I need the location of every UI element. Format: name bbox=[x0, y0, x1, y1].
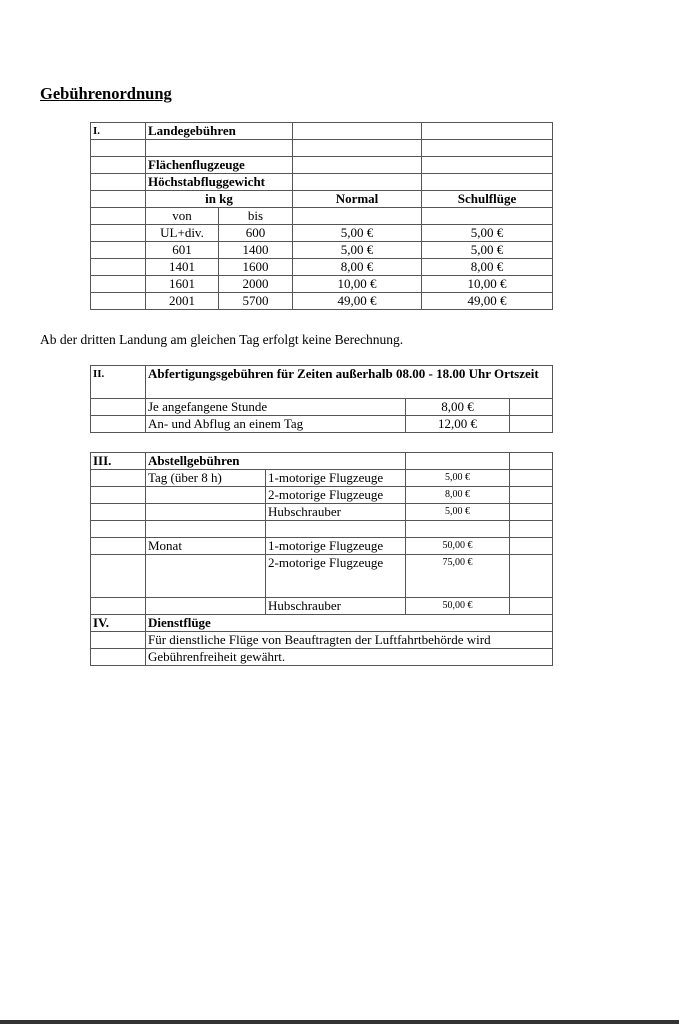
table-row bbox=[91, 140, 553, 157]
price-normal: 8,00 € bbox=[293, 259, 422, 276]
weight-to: 600 bbox=[219, 225, 293, 242]
table-row bbox=[91, 504, 553, 521]
section-number: III. bbox=[91, 453, 146, 470]
abfertigungsgebuehren-table bbox=[90, 365, 553, 433]
weight-from: 1401 bbox=[146, 259, 219, 276]
table-row bbox=[91, 242, 553, 259]
weight-from: UL+div. bbox=[146, 225, 219, 242]
fee-price: 75,00 € bbox=[406, 555, 510, 598]
aircraft-label: Hubschrauber bbox=[266, 598, 406, 615]
aircraft-label: Hubschrauber bbox=[266, 504, 406, 521]
weight-from: 1601 bbox=[146, 276, 219, 293]
price-normal: 5,00 € bbox=[293, 242, 422, 259]
table-row bbox=[91, 538, 553, 555]
table-row bbox=[91, 487, 553, 504]
aircraft-label: 1-motorige Flugzeuge bbox=[266, 470, 406, 487]
table-row bbox=[91, 366, 553, 399]
period-label-tag: Tag (über 8 h) bbox=[146, 470, 266, 487]
column-header-von: von bbox=[146, 208, 219, 225]
aircraft-type-label: Flächenflugzeuge bbox=[146, 157, 293, 174]
section-number: IV. bbox=[91, 615, 146, 632]
price-normal: 49,00 € bbox=[293, 293, 422, 310]
table-row bbox=[91, 225, 553, 242]
table-row bbox=[91, 615, 553, 632]
table-row bbox=[91, 293, 553, 310]
table-row bbox=[91, 259, 553, 276]
dienstfluege-text-line2: Gebührenfreiheit gewährt. bbox=[146, 649, 553, 666]
fee-price: 12,00 € bbox=[406, 416, 510, 433]
table-row bbox=[91, 123, 553, 140]
section-heading: Abfertigungsgebühren für Zeiten außerhalb 08.00 - 18.00 Uhr Ortszeit bbox=[146, 366, 553, 399]
section-heading: Landegebühren bbox=[146, 123, 293, 140]
table-row bbox=[91, 555, 553, 598]
column-header-normal: Normal bbox=[293, 191, 422, 208]
aircraft-label: 2-motorige Flugzeuge bbox=[266, 487, 406, 504]
table-row bbox=[91, 157, 553, 174]
weight-to: 2000 bbox=[219, 276, 293, 293]
table-row bbox=[91, 191, 553, 208]
weight-to: 1600 bbox=[219, 259, 293, 276]
page-title: Gebührenordnung bbox=[40, 84, 172, 103]
weight-to: 1400 bbox=[219, 242, 293, 259]
abstellgebuehren-table bbox=[90, 452, 553, 666]
landing-note: Ab der dritten Landung am gleichen Tag erfolgt keine Berechnung. bbox=[40, 332, 404, 347]
column-header-schulfluege: Schulflüge bbox=[422, 191, 553, 208]
section-heading: Dienstflüge bbox=[146, 615, 553, 632]
landegebuehren-table bbox=[90, 122, 553, 310]
section-number: II. bbox=[91, 366, 146, 399]
table-row bbox=[91, 399, 553, 416]
table-row bbox=[91, 453, 553, 470]
section-heading: Abstellgebühren bbox=[146, 453, 406, 470]
price-schul: 10,00 € bbox=[422, 276, 553, 293]
weight-to: 5700 bbox=[219, 293, 293, 310]
table-row bbox=[91, 276, 553, 293]
weight-label: Höchstabfluggewicht bbox=[146, 174, 293, 191]
table-row bbox=[91, 632, 553, 649]
fee-price: 8,00 € bbox=[406, 487, 510, 504]
fee-label: Je angefangene Stunde bbox=[146, 399, 406, 416]
aircraft-label: 2-motorige Flugzeuge bbox=[266, 555, 406, 598]
aircraft-label: 1-motorige Flugzeuge bbox=[266, 538, 406, 555]
period-label-monat: Monat bbox=[146, 538, 266, 555]
table-row bbox=[91, 521, 553, 538]
column-header-bis: bis bbox=[219, 208, 293, 225]
price-schul: 5,00 € bbox=[422, 242, 553, 259]
unit-label: in kg bbox=[146, 191, 293, 208]
table-row bbox=[91, 208, 553, 225]
fee-price: 50,00 € bbox=[406, 598, 510, 615]
price-normal: 5,00 € bbox=[293, 225, 422, 242]
weight-from: 2001 bbox=[146, 293, 219, 310]
table-row bbox=[91, 174, 553, 191]
fee-price: 50,00 € bbox=[406, 538, 510, 555]
section-number: I. bbox=[91, 123, 146, 140]
table-row bbox=[91, 470, 553, 487]
table-row bbox=[91, 416, 553, 433]
page-bottom-border bbox=[0, 1020, 679, 1024]
weight-from: 601 bbox=[146, 242, 219, 259]
fee-label: An- und Abflug an einem Tag bbox=[146, 416, 406, 433]
price-schul: 5,00 € bbox=[422, 225, 553, 242]
table-row bbox=[91, 649, 553, 666]
fee-price: 5,00 € bbox=[406, 470, 510, 487]
table-row bbox=[91, 598, 553, 615]
price-schul: 8,00 € bbox=[422, 259, 553, 276]
fee-price: 5,00 € bbox=[406, 504, 510, 521]
fee-price: 8,00 € bbox=[406, 399, 510, 416]
dienstfluege-text-line1: Für dienstliche Flüge von Beauftragten der Luftfahrtbehörde wird bbox=[146, 632, 553, 649]
price-schul: 49,00 € bbox=[422, 293, 553, 310]
price-normal: 10,00 € bbox=[293, 276, 422, 293]
